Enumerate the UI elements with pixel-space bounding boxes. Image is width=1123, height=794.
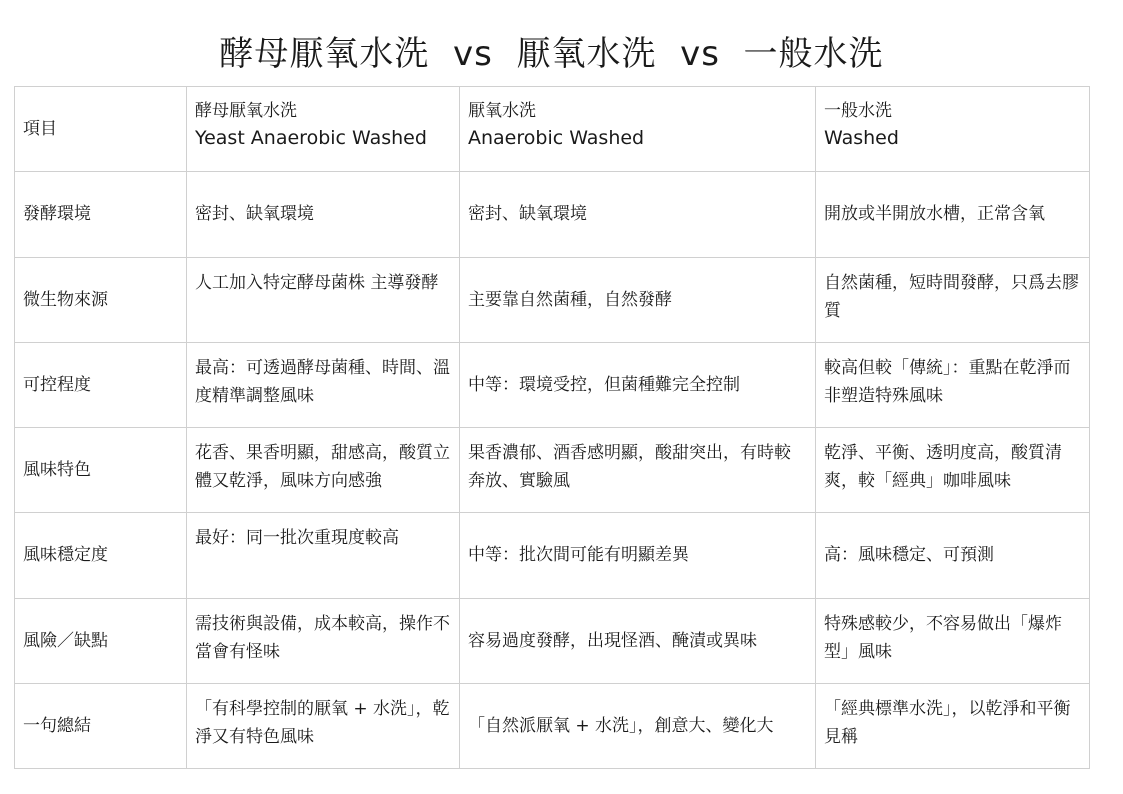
column-header-zh: 一般水洗 <box>824 101 892 121</box>
page-title: 酵母厭氧水洗 vs 厭氧水洗 vs 一般水洗 <box>219 34 884 74</box>
table-cell: 需技術與設備，成本較高，操作不當會有怪味 <box>187 598 460 683</box>
row-label: 微生物來源 <box>15 257 187 342</box>
table-cell: 花香、果香明顯，甜感高，酸質立體又乾淨，風味方向感強 <box>187 428 460 513</box>
table-cell: 「有科學控制的厭氧 + 水洗」，乾淨又有特色風味 <box>187 683 460 768</box>
row-label: 風險／缺點 <box>15 598 187 683</box>
row-label: 一句總結 <box>15 683 187 768</box>
table-cell: 自然菌種，短時間發酵，只爲去膠質 <box>816 257 1090 342</box>
table-cell: 密封、缺氧環境 <box>187 172 460 257</box>
row-label: 風味穩定度 <box>15 513 187 598</box>
table-cell: 「自然派厭氧 + 水洗」，創意大、變化大 <box>460 683 816 768</box>
row-label: 可控程度 <box>15 342 187 427</box>
table-row <box>15 513 1090 598</box>
table-row <box>15 428 1090 513</box>
table-row <box>15 172 1090 257</box>
table-row <box>15 598 1090 683</box>
table-cell: 主要靠自然菌種，自然發酵 <box>460 257 816 342</box>
table-cell: 較高但較「傳統」：重點在乾淨而非塑造特殊風味 <box>816 342 1090 427</box>
table-row <box>15 257 1090 342</box>
table-cell: 特殊感較少，不容易做出「爆炸型」風味 <box>816 598 1090 683</box>
table-cell: 最好：同一批次重現度較高 <box>187 513 460 598</box>
column-header-washed <box>816 87 1090 172</box>
table-row <box>15 342 1090 427</box>
table-cell: 人工加入特定酵母菌株 主導發酵 <box>187 257 460 342</box>
table-cell: 中等：批次間可能有明顯差異 <box>460 513 816 598</box>
table-cell: 中等：環境受控，但菌種難完全控制 <box>460 342 816 427</box>
column-header-yeast-anaerobic <box>187 87 460 172</box>
table-cell: 最高：可透過酵母菌種、時間、溫度精準調整風味 <box>187 342 460 427</box>
column-header-en: Washed <box>824 127 899 149</box>
column-header-zh: 厭氧水洗 <box>468 101 536 121</box>
column-header-zh: 酵母厭氧水洗 <box>195 101 297 121</box>
table-cell: 果香濃郁、酒香感明顯，酸甜突出，有時較奔放、實驗風 <box>460 428 816 513</box>
corner-cell: 項目 <box>15 87 187 172</box>
table-cell: 容易過度發酵，出現怪酒、醃漬或異味 <box>460 598 816 683</box>
table-cell: 開放或半開放水槽，正常含氧 <box>816 172 1090 257</box>
table-cell: 密封、缺氧環境 <box>460 172 816 257</box>
column-header-anaerobic <box>460 87 816 172</box>
column-header-en: Anaerobic Washed <box>468 127 645 149</box>
table-row <box>15 683 1090 768</box>
row-label: 發酵環境 <box>15 172 187 257</box>
row-label: 風味特色 <box>15 428 187 513</box>
table-cell: 「經典標準水洗」，以乾淨和平衡見稱 <box>816 683 1090 768</box>
table-cell: 高：風味穩定、可預測 <box>816 513 1090 598</box>
table-cell: 乾淨、平衡、透明度高，酸質清爽，較「經典」咖啡風味 <box>816 428 1090 513</box>
header-row <box>15 87 1090 172</box>
comparison-table <box>14 86 1090 769</box>
column-header-en: Yeast Anaerobic Washed <box>195 127 427 149</box>
